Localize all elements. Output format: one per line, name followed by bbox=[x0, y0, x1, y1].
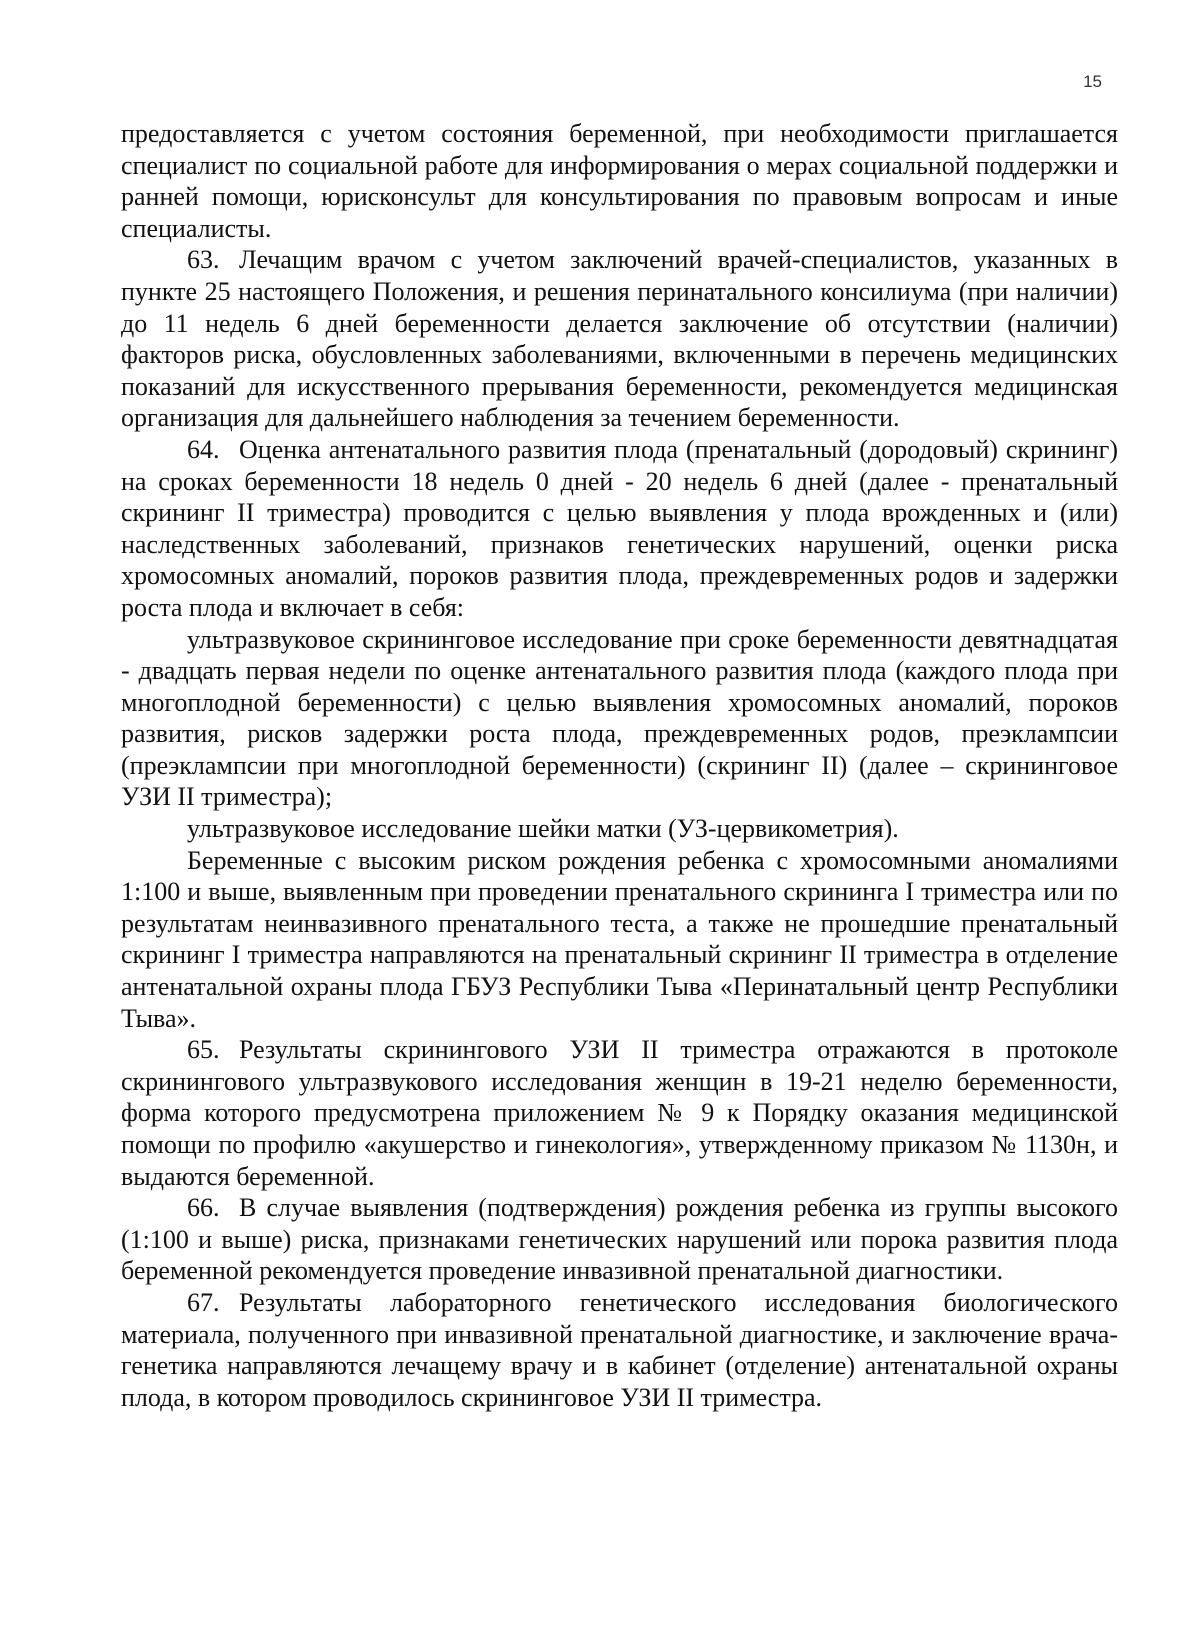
paragraph-66 bbox=[121, 1192, 1118, 1287]
paragraph-text: ультразвуковое скрининговое исследование при сроке беременности девятнадцатая - двадцать первая недели по оценке антенатального развития плода (каждого плода при многоплодной беременности) с целью выявления хромосомных аномалий, пороков развития, рисков задержки роста плода, преждевременных родов, преэклампсии (преэклампсии при многоплодной беременности) (скрининг II) (далее – скрининговое УЗИ II триместра); bbox=[121, 624, 1118, 812]
paragraph-number: 67. bbox=[187, 1287, 220, 1317]
paragraph-text: Результаты лабораторного генетического исследования биологического материала, полученного при инвазивной пренатальной диагностике, и заключение врача-генетика направляются лечащему врачу и в кабинет (отделение) антенатальной охраны плода, в котором проводилось скрининговое УЗИ II триместра. bbox=[121, 1287, 1118, 1412]
paragraph-64-item-ultrasound bbox=[121, 624, 1118, 814]
paragraph-text: Оценка антенатального развития плода (пренатальный (дородовый) скрининг) на сроках беременности 18 недель 0 дней - 20 недель 6 дней (далее - пренатальный скрининг II триместра) проводится с целью выявления у плода врожденных и (или) наследственных заболеваний, признаков генетических нарушений, оценки риска хромосомных аномалий, пороков развития плода, преждевременных родов и задержки роста плода и включает в себя: bbox=[121, 434, 1118, 622]
paragraph-67 bbox=[121, 1287, 1118, 1413]
paragraph-text: Лечащим врачом с учетом заключений врачей-специалистов, указанных в пункте 25 настоящего Положения, и решения перинатального консилиума (при наличии) до 11 недель 6 дней беременности делается заключение об отсутствии (наличии) факторов риска, обусловленных заболеваниями, включенными в перечень медицинских показаний для искусственного прерывания беременности, рекомендуется медицинская организация для дальнейшего наблюдения за течением беременности. bbox=[121, 245, 1118, 433]
paragraph-64 bbox=[121, 434, 1118, 624]
paragraph-text: ультразвуковое исследование шейки матки (УЗ-цервикометрия). bbox=[187, 814, 899, 844]
paragraph-63 bbox=[121, 244, 1118, 434]
page-number: 15 bbox=[1083, 72, 1102, 91]
paragraph-64-item-cervicometry bbox=[121, 813, 1118, 845]
paragraph-text: предоставляется с учетом состояния беременной, при необходимости приглашается специалист по социальной работе для информирования о мерах социальной поддержки и ранней помощи, юрисконсульт для консультирования по правовым вопросам и иные специалисты. bbox=[121, 119, 1118, 243]
paragraph-continuation bbox=[121, 118, 1118, 244]
paragraph-number: 64. bbox=[187, 434, 220, 464]
paragraph-text: Результаты скринингового УЗИ II триместра отражаются в протоколе скринингового ультразвукового исследования женщин в 19-21 неделю беременности, форма которого предусмотрена приложением № 9 к Порядку оказания медицинской помощи по профилю «акушерство и гинекология», утвержденному приказом № 1130н, и выдаются беременной. bbox=[121, 1035, 1118, 1191]
paragraph-65 bbox=[121, 1034, 1118, 1192]
paragraph-high-risk bbox=[121, 845, 1118, 1035]
paragraph-number: 63. bbox=[187, 245, 220, 275]
paragraph-number: 65. bbox=[187, 1035, 220, 1065]
document-body bbox=[121, 118, 1118, 1413]
paragraph-text: Беременные с высоким риском рождения ребенка с хромосомными аномалиями 1:100 и выше, выявленным при проведении пренатального скрининга I триместра или по результатам неинвазивного пренатального теста, а также не прошедшие пренатальный скрининг I триместра направляются на пренатальный скрининг II триместра в отделение антенатальной охраны плода ГБУЗ Республики Тыва «Перинатальный центр Республики Тыва». bbox=[121, 845, 1118, 1033]
paragraph-number: 66. bbox=[187, 1193, 220, 1223]
paragraph-text: В случае выявления (подтверждения) рождения ребенка из группы высокого (1:100 и выше) риска, признаками генетических нарушений или порока развития плода беременной рекомендуется проведение инвазивной пренатальной диагностики. bbox=[121, 1193, 1118, 1286]
